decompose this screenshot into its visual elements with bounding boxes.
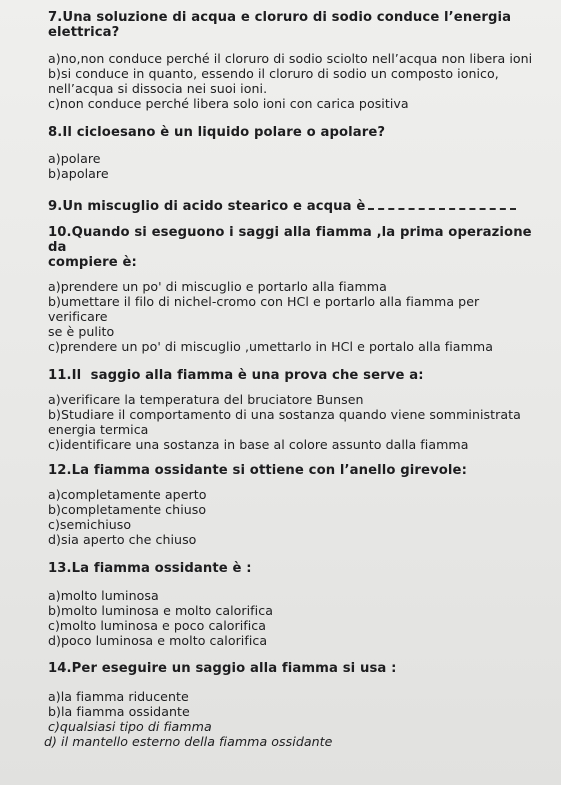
- question-title: 11.Il saggio alla fiamma è una prova che serve a:: [48, 368, 424, 383]
- option-a: a)la fiamma riducente: [48, 689, 189, 704]
- question-8: [48, 125, 541, 181]
- option-b: b)umettare il filo di nichel-cromo con HCl e portarlo alla fiamma per verificare: [48, 294, 480, 324]
- question-title: [48, 225, 541, 270]
- question-title: 9.Un miscuglio di acido stearico e acqua è: [48, 199, 366, 214]
- option-a: a)no,non conduce perché il cloruro di sodio sciolto nell’acqua non libera ioni: [48, 51, 533, 66]
- options-list: [48, 151, 541, 181]
- option-c: c)identificare una sostanza in base al colore assunto dalla fiamma: [48, 437, 469, 452]
- question-11: [48, 368, 541, 452]
- question-10: [48, 225, 541, 354]
- option-b: b)molto luminosa e molto calorifica: [48, 603, 273, 618]
- options-list: [48, 588, 541, 648]
- question-9: [48, 198, 541, 214]
- option-a: a)molto luminosa: [48, 588, 159, 603]
- question-title-line-1: 10.Quando si eseguono i saggi alla fiamma ,la prima operazione da: [48, 225, 532, 255]
- option-a: a)prendere un po' di miscuglio e portarlo alla fiamma: [48, 279, 387, 294]
- question-title: 14.Per eseguire un saggio alla fiamma si usa :: [48, 661, 397, 676]
- options-list: [48, 279, 541, 354]
- option-c: c)prendere un po' di miscuglio ,umettarlo in HCl e portalo alla fiamma: [48, 339, 493, 354]
- option-b-continued: se è pulito: [48, 324, 115, 339]
- option-b-continued: energia termica: [48, 422, 149, 437]
- option-d: d) il mantello esterno della fiamma ossidante: [44, 734, 333, 749]
- options-list: [48, 487, 541, 547]
- question-title: 13.La fiamma ossidante è :: [48, 561, 252, 576]
- option-a: a)verificare la temperatura del bruciatore Bunsen: [48, 392, 364, 407]
- option-c: c)qualsiasi tipo di fiamma: [48, 719, 212, 734]
- option-b: b)la fiamma ossidante: [48, 704, 190, 719]
- options-list: [44, 689, 541, 749]
- question-title-row: [48, 198, 541, 214]
- question-12: [48, 463, 541, 547]
- question-7: [48, 10, 541, 111]
- option-d: d)poco luminosa e molto calorifica: [48, 633, 268, 648]
- options-list: [48, 392, 541, 452]
- question-title-line-2: compiere è:: [48, 255, 137, 270]
- option-d: d)sia aperto che chiuso: [48, 532, 197, 547]
- option-b: b)completamente chiuso: [48, 502, 207, 517]
- question-14: [44, 661, 541, 749]
- question-title: 8.Il cicloesano è un liquido polare o apolare?: [48, 125, 386, 140]
- option-c: c)non conduce perché libera solo ioni con carica positiva: [48, 96, 409, 111]
- option-b: b)apolare: [48, 166, 109, 181]
- question-13: [48, 561, 541, 648]
- question-title: 7.Una soluzione di acqua e cloruro di sodio conduce l’energia elettrica?: [48, 10, 512, 40]
- option-b: b)Studiare il comportamento di una sostanza quando viene somministrata: [48, 407, 521, 422]
- option-b: b)si conduce in quanto, essendo il cloruro di sodio un composto ionico,: [48, 66, 499, 81]
- option-c: c)molto luminosa e poco calorifica: [48, 618, 267, 633]
- option-a: a)completamente aperto: [48, 487, 207, 502]
- option-b-continued: nell’acqua si dissocia nei suoi ioni.: [48, 81, 268, 96]
- option-a: a)polare: [48, 151, 101, 166]
- options-list: [48, 51, 541, 111]
- answer-blank-line: [368, 198, 516, 210]
- option-c: c)semichiuso: [48, 517, 132, 532]
- question-title: 12.La fiamma ossidante si ottiene con l’anello girevole:: [48, 463, 467, 478]
